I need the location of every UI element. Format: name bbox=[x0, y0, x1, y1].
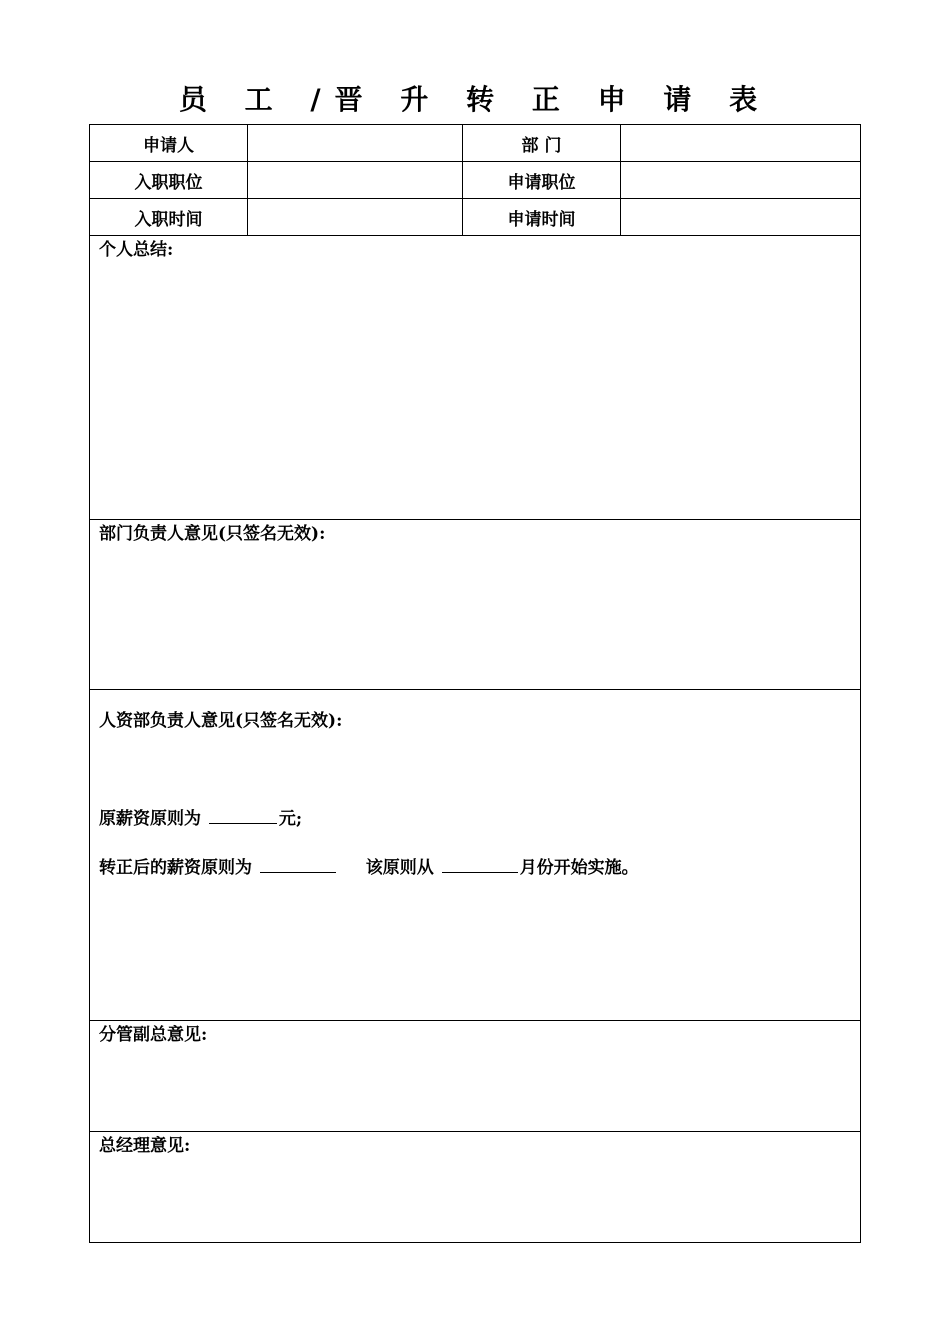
info-row-applicant bbox=[90, 125, 861, 162]
original-salary-blank[interactable] bbox=[209, 809, 277, 824]
hire-position-field[interactable] bbox=[248, 162, 463, 199]
vp-opinion-section bbox=[90, 1021, 861, 1132]
original-salary-label: 原薪资原则为 bbox=[99, 809, 201, 829]
application-date-label: 申请时间 bbox=[463, 199, 621, 236]
original-salary-unit: 元; bbox=[278, 809, 303, 829]
applicant-field[interactable] bbox=[248, 125, 463, 162]
vp-opinion-label: 分管副总意见: bbox=[99, 1025, 208, 1045]
dept-opinion-field[interactable] bbox=[90, 520, 861, 690]
gm-opinion-field[interactable] bbox=[90, 1132, 861, 1243]
hr-opinion-field[interactable] bbox=[90, 690, 861, 1021]
original-salary-line bbox=[90, 808, 860, 830]
summary-section bbox=[90, 236, 861, 520]
dept-opinion-section bbox=[90, 520, 861, 690]
gm-opinion-label: 总经理意见: bbox=[99, 1136, 191, 1156]
applied-position-field[interactable] bbox=[621, 162, 861, 199]
effective-month-blank[interactable] bbox=[442, 858, 518, 873]
effective-month-label: 该原则从 bbox=[365, 858, 434, 878]
department-field[interactable] bbox=[621, 125, 861, 162]
new-salary-label: 转正后的薪资原则为 bbox=[99, 858, 252, 878]
hire-date-label: 入职时间 bbox=[90, 199, 248, 236]
effective-month-suffix: 月份开始实施。 bbox=[519, 858, 639, 878]
dept-opinion-label: 部门负责人意见(只签名无效): bbox=[99, 524, 326, 544]
hire-position-label: 入职职位 bbox=[90, 162, 248, 199]
new-salary-blank[interactable] bbox=[260, 858, 336, 873]
summary-field[interactable] bbox=[90, 236, 861, 520]
application-date-field[interactable] bbox=[621, 199, 861, 236]
vp-opinion-field[interactable] bbox=[90, 1021, 861, 1132]
department-label: 部 门 bbox=[463, 125, 621, 162]
gm-opinion-section bbox=[90, 1132, 861, 1243]
new-salary-line bbox=[90, 857, 860, 879]
hire-date-field[interactable] bbox=[248, 199, 463, 236]
hr-opinion-label: 人资部负责人意见(只签名无效): bbox=[99, 711, 343, 731]
applied-position-label: 申请职位 bbox=[463, 162, 621, 199]
info-row-position bbox=[90, 162, 861, 199]
application-form-table bbox=[89, 124, 861, 1243]
hr-opinion-section bbox=[90, 690, 861, 1021]
summary-label: 个人总结: bbox=[99, 240, 174, 260]
info-row-date bbox=[90, 199, 861, 236]
applicant-label: 申请人 bbox=[90, 125, 248, 162]
form-title: 员 工 /晋 升 转 正 申 请 表 bbox=[178, 83, 772, 116]
